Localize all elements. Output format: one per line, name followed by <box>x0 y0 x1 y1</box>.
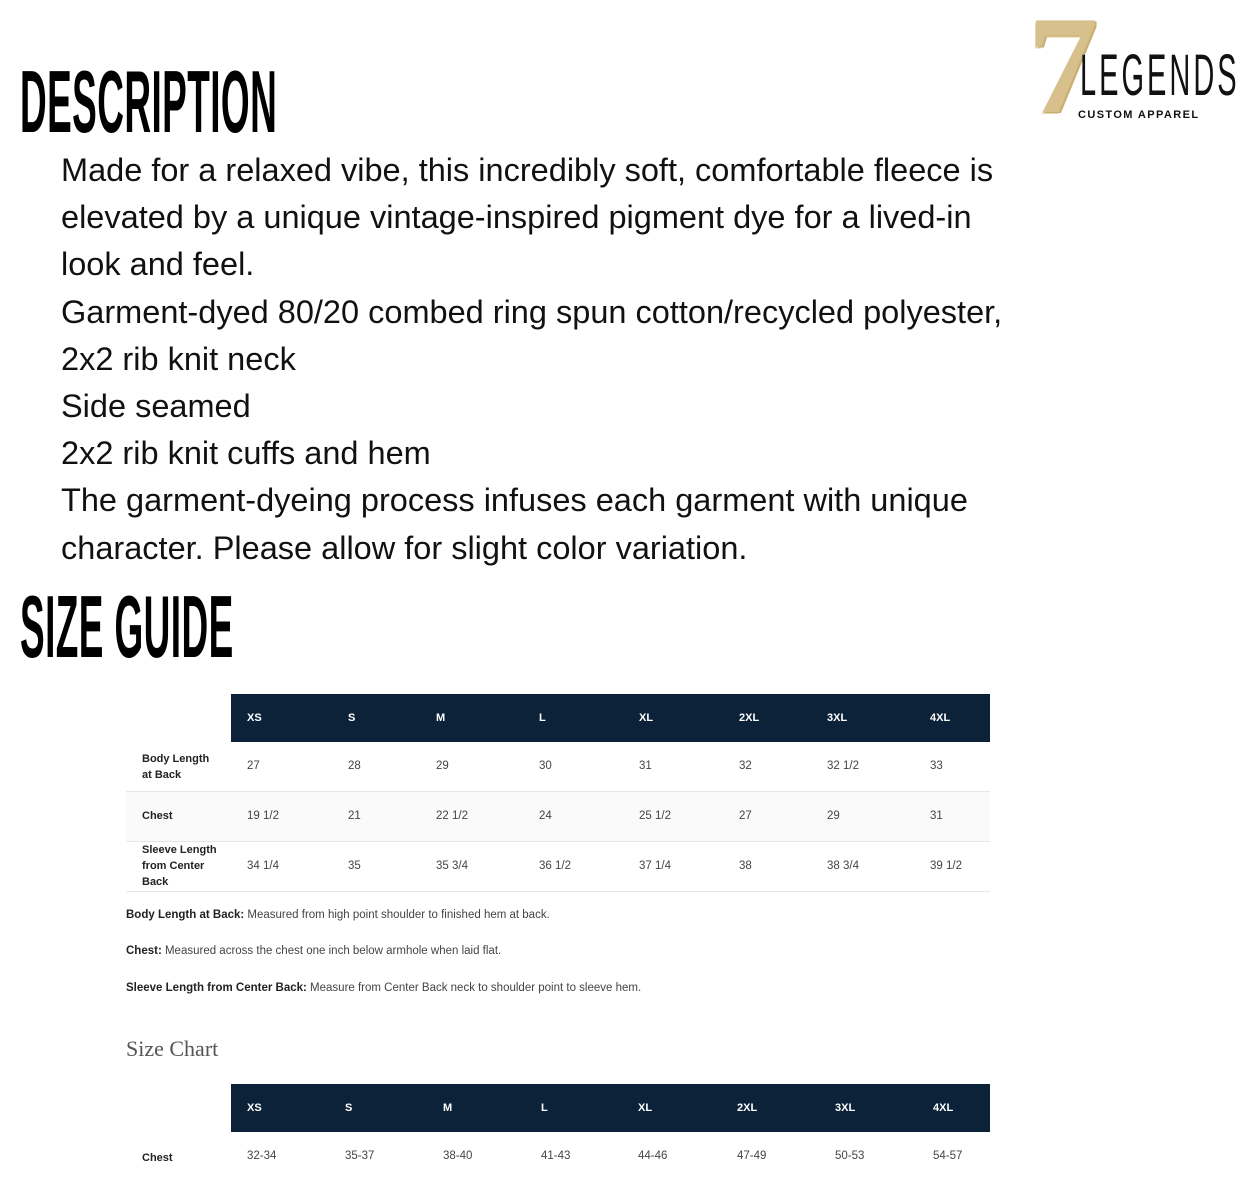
table-cell: 54-57 <box>933 1150 963 1162</box>
table-cell: 29 <box>827 810 840 822</box>
description-heading: DESCRIPTION <box>20 52 278 151</box>
table-cell: 22 1/2 <box>436 810 468 822</box>
size-header-cell: L <box>539 712 546 724</box>
table-cell: 28 <box>348 760 361 772</box>
table-cell: 21 <box>348 810 361 822</box>
table-cell: 35-37 <box>345 1150 375 1162</box>
table-cell: 44-46 <box>638 1150 668 1162</box>
table-row <box>126 792 990 842</box>
size-header-cell: XL <box>639 712 654 724</box>
logo-wordmark: LEGENDS <box>1080 43 1240 108</box>
size-header-cell: S <box>348 712 356 724</box>
size-header-cell: 3XL <box>827 712 848 724</box>
logo-number: 7 <box>1028 0 1098 143</box>
table-cell: 34 1/4 <box>247 860 279 872</box>
description-line: The garment-dyeing process infuses each garment with unique <box>61 482 968 519</box>
description-line: 2x2 rib knit cuffs and hem <box>61 435 431 472</box>
size-header-cell: 4XL <box>933 1102 954 1114</box>
description-line: Made for a relaxed vibe, this incredibly soft, comfortable fleece is <box>61 152 994 188</box>
size-header-cell: XS <box>247 1102 262 1114</box>
size-header-cell: XS <box>247 712 262 724</box>
table-cell: 24 <box>539 810 552 822</box>
table-cell: 50-53 <box>835 1150 865 1162</box>
table-cell: 38-40 <box>443 1150 473 1162</box>
row-label: Body Length at Back <box>142 753 210 781</box>
table-cell: 38 <box>739 860 752 872</box>
table-cell: 31 <box>930 810 943 822</box>
description-line: elevated by a unique vintage-inspired pigment dye for a lived-in <box>61 199 972 236</box>
table-cell: 27 <box>247 760 260 772</box>
table-cell: 41-43 <box>541 1150 571 1162</box>
size-header-cell: 2XL <box>739 712 760 724</box>
description-line: character. Please allow for slight color variation. <box>61 529 748 566</box>
size-chart-table <box>126 1084 990 1182</box>
table-cell: 25 1/2 <box>639 810 671 822</box>
size-header-cell: XL <box>638 1102 653 1114</box>
table-cell: 38 3/4 <box>827 860 859 872</box>
size-header-cell: S <box>345 1102 353 1114</box>
table-row <box>126 1132 990 1181</box>
table-cell: 33 <box>930 760 943 772</box>
size-guide-table <box>126 694 990 892</box>
table-cell: 35 <box>348 860 361 872</box>
note-text: Measured from high point shoulder to finished hem at back. <box>244 909 550 921</box>
table-cell: 35 3/4 <box>436 860 468 872</box>
size-header-cell: L <box>541 1102 548 1114</box>
table-cell: 29 <box>436 760 449 772</box>
description-body <box>61 147 1121 572</box>
size-header-cell: M <box>443 1102 453 1114</box>
description-line: Garment-dyed 80/20 combed ring spun cotton/recycled polyester, <box>61 293 1003 330</box>
table-cell: 36 1/2 <box>539 860 571 872</box>
row-label: Chest <box>142 810 173 822</box>
table-cell: 32 <box>739 760 752 772</box>
measurement-note <box>126 982 641 994</box>
table-cell: 32 1/2 <box>827 760 859 772</box>
row-label: Chest <box>142 1152 173 1164</box>
size-header-cell: M <box>436 712 446 724</box>
measurement-note <box>126 945 501 957</box>
measurement-note <box>126 909 550 921</box>
note-text: Measure from Center Back neck to shoulder point to sleeve hem. <box>306 982 642 994</box>
size-guide-heading: SIZE GUIDE <box>20 577 234 676</box>
table-cell: 32-34 <box>247 1150 277 1162</box>
description-line: 2x2 rib knit neck <box>61 340 296 377</box>
size-guide-header <box>231 694 990 742</box>
size-chart-title: Size Chart <box>126 1036 219 1061</box>
table-cell: 47-49 <box>737 1150 767 1162</box>
table-cell: 37 1/4 <box>639 860 671 872</box>
note-term: Chest: <box>126 945 162 957</box>
note-term: Body Length at Back: <box>126 909 245 921</box>
table-row <box>126 842 990 892</box>
table-cell: 27 <box>739 810 752 822</box>
size-header-cell: 4XL <box>930 712 951 724</box>
table-cell: 31 <box>639 760 652 772</box>
brand-logo <box>1028 0 1240 143</box>
table-row <box>126 742 990 792</box>
logo-tagline: CUSTOM APPAREL <box>1078 109 1200 121</box>
row-label: Sleeve Length from Center Back <box>142 844 217 888</box>
description-line: look and feel. <box>61 246 255 283</box>
description-line: Side seamed <box>61 388 251 425</box>
table-cell: 19 1/2 <box>247 810 279 822</box>
note-term: Sleeve Length from Center Back: <box>126 982 307 994</box>
table-cell: 39 1/2 <box>930 860 962 872</box>
size-header-cell: 3XL <box>835 1102 856 1114</box>
size-header-cell: 2XL <box>737 1102 758 1114</box>
table-cell: 30 <box>539 760 552 772</box>
note-text: Measured across the chest one inch below armhole when laid flat. <box>161 945 502 957</box>
